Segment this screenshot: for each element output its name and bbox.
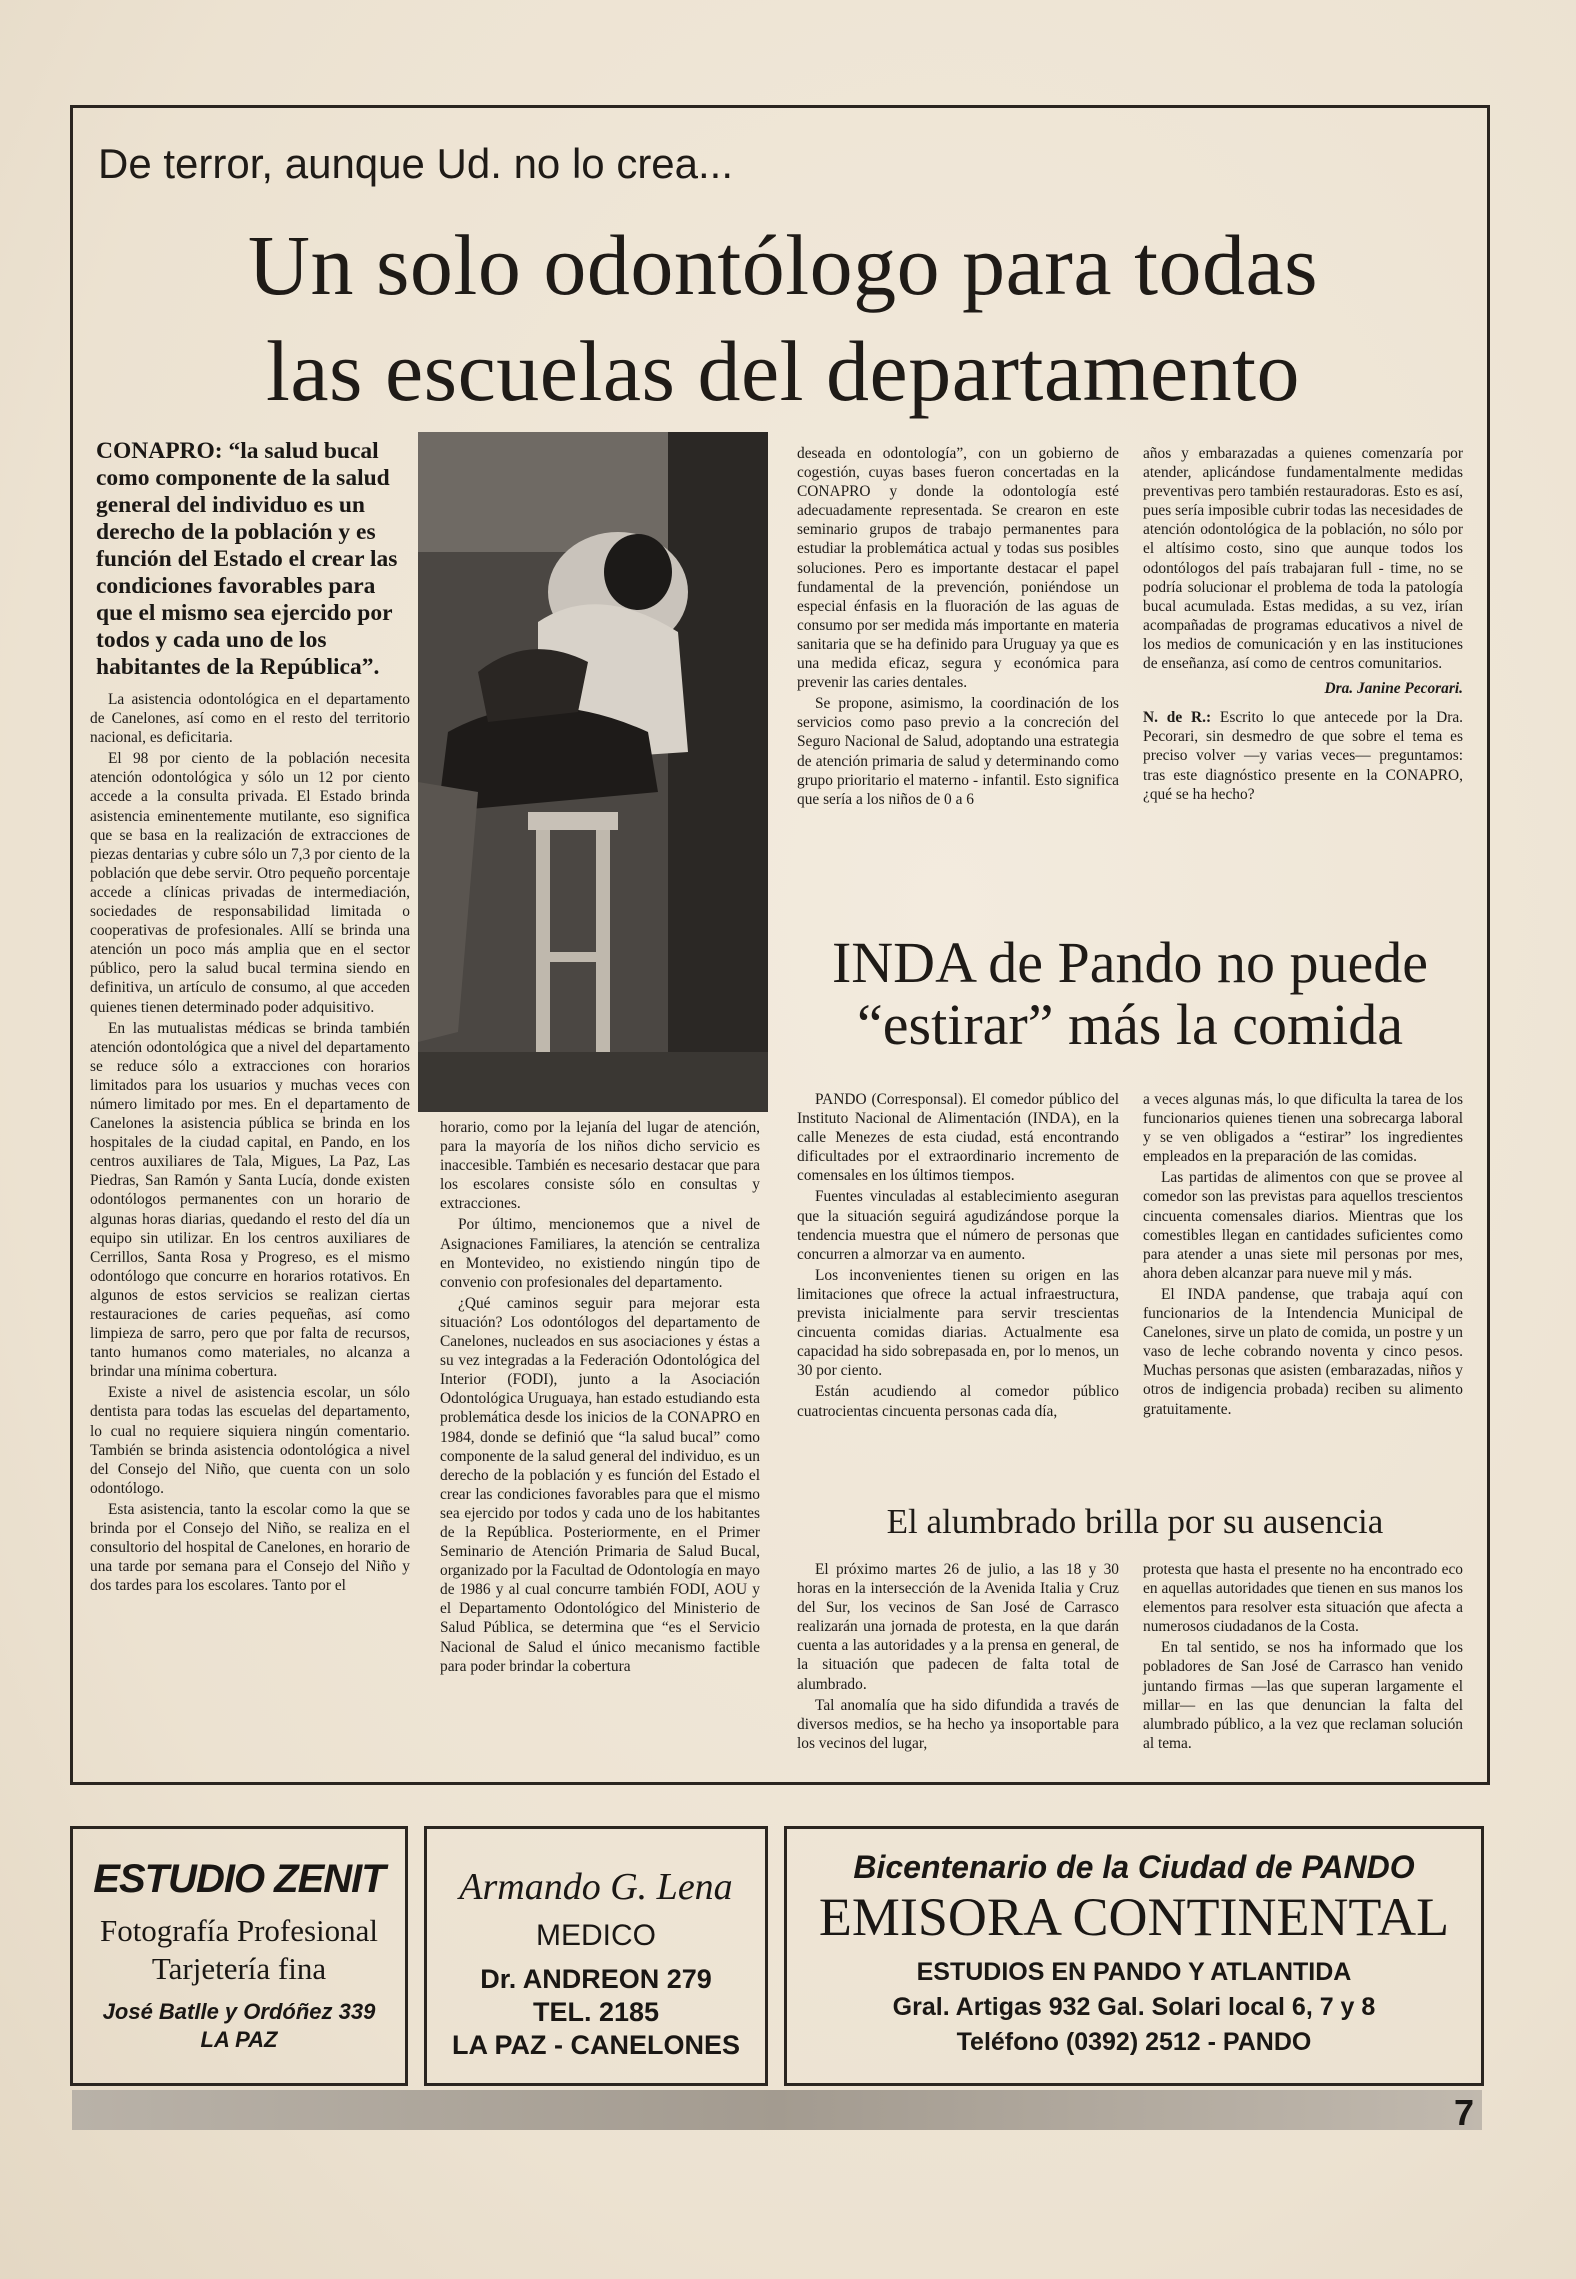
alumbrado-headline: El alumbrado brilla por su ausencia (886, 1502, 1384, 1541)
continental-name: EMISORA CONTINENTAL (818, 1887, 1450, 1947)
paragraph: Los inconvenientes tienen su origen en las limitaciones que ofrece la actual infraestructura, prevista inicialmente para servir trescientas cincuenta comidas diarias. Actualmente esa capacidad ha sido sobrepasada en, por lo menos, un 30 por ciento. (797, 1266, 1119, 1380)
article3-column-2 (1143, 1560, 1463, 1755)
article1-column-3 (797, 444, 1119, 811)
paragraph: Tal anomalía que ha sido difundida a través de diversos medios, se ha hecho ya insoportable para los vecinos del lugar, (797, 1696, 1119, 1752)
zenit-line-1: Fotografía Profesional (99, 1913, 379, 1948)
lena-city: LA PAZ - CANELONES (452, 2030, 740, 2060)
headline-line-1: Un solo odontólogo para todas (247, 217, 1319, 313)
ad-armando-lena (424, 1826, 768, 2086)
editor-note-label: N. de R.: (1143, 709, 1212, 727)
lena-role: MEDICO (536, 1919, 656, 1952)
article3-column-1 (797, 1560, 1119, 1755)
lena-address: Dr. ANDREON 279 (480, 1964, 712, 1994)
zenit-title: ESTUDIO ZENIT (93, 1857, 385, 1901)
paragraph: El INDA pandense, que trabaja aquí con funcionarios de la Intendencia Municipal de Canelones, sirve un plato de comida, un postre y un vaso de leche cobrando noventa y cinco pesos. Muchas personas que asisten (embarazadas, niños y otros de indigencia probada) reciben su alimento gratuitamente. (1143, 1285, 1463, 1418)
article1-column-1 (90, 690, 410, 1597)
lena-phone: TEL. 2185 (532, 1997, 660, 2027)
lena-name: Armando G. Lena (459, 1866, 733, 1908)
paragraph: El próximo martes 26 de julio, a las 18 y 30 horas en la intersección de la Avenida Italia y Cruz del Sur, los vecinos de San José de Carrasco realizarán una jornada de protesta, en la que darán cuenta a las autoridades y a la prensa en general, de la situación que padecen de falta total de alumbrado. (797, 1561, 1119, 1693)
article1-column-2 (440, 1118, 760, 1678)
editor-note-text: Escrito lo que antecede por la Dra. Pecorari, sin desmedro de que sobre el tema es preciso volver —y varias veces— preguntamos: tras este diagnóstico presente en la CONAPRO, ¿qué se ha hecho? (1143, 709, 1463, 803)
paragraph: deseada en odontología”, con un gobierno de cogestión, cuyas bases fueron concertadas en la CONAPRO y donde la odontología esté adecuadamente representada. Se crearon en este seminario grupos de trabajo permanentes para estudiar la problemática actual y todas sus posibles soluciones. Pero es importante destacar el papel fundamental de la prevención, poniéndose un especial énfasis en la fluoración de las aguas de consumo por ser medida más importante en materia sanitaria que se ha definido para Uruguay ya que es una medida eficaz, segura y económica para prevenir las caries dentales. (797, 445, 1119, 692)
paragraph: La asistencia odontológica en el departamento de Canelones, así como en el resto del territorio nacional, es deficitaria. (90, 691, 410, 747)
inda-headline-line-2: “estirar” más la comida (857, 992, 1403, 1057)
continental-phone: Teléfono (0392) 2512 - PANDO (956, 2028, 1312, 2056)
editor-note (1143, 708, 1463, 803)
article2-column-1 (797, 1090, 1119, 1423)
main-headline (98, 212, 1468, 424)
inda-headline-line-1: INDA de Pando no puede (831, 930, 1428, 995)
paragraph: Fuentes vinculadas al establecimiento aseguran que la situación seguirá agudizándose porque la tendencia muestra que el número de personas que concurren a almorzar va en aumento. (797, 1188, 1119, 1263)
paragraph: Están acudiendo al comedor público cuatrocientas cincuenta personas cada día, (797, 1383, 1119, 1420)
paragraph: El 98 por ciento de la población necesita atención odontológica y sólo un 12 por ciento accede a la consulta privada. El Estado brinda asistencia eminentemente mutilante, eso significa que se basa en la realización de extracciones de piezas dentarias y cubre sólo un 7,3 por ciento de la población que debe servir. Otro pequeño porcentaje accede a clínicas privadas de intermediación, sociedades de responsabilidad limitada o cooperativas de profesionales. Allí se brinda una atención un poco más amplia que en el sector público, pero la salud bucal termina siendo en definitiva, un artículo de consumo, al que acceden quienes tienen determinado poder adquisitivo. (90, 750, 410, 1016)
paragraph: En las mutualistas médicas se brinda también atención odontológica que a nivel del departamento se reduce sólo a extracciones con horarios limitados para los usuarios y muchas veces con número limitado por mes. En el departamento de Canelones la asistencia pública se brinda en los hospitales de la ciudad capital, en Pando, en los centros auxiliares de Tala, Migues, La Paz, Las Piedras, San Ramón y Santa Lucía, donde existen odontólogos permanentes con un horario de algunas horas diarias, quedando el resto del día un equipo sin utilizar. En los centros auxiliares de Cerrillos, Santa Rosa y Progreso, es el mismo odontólogo que concurre en horarios rotativos. En algunos de estos servicios se realizan ciertas restauraciones de caries pequeñas, así como limpieza de sarro, pero que por falta de recursos, tanto humanos como materiales, no alcanza a brindar una mínima cobertura. (90, 1019, 410, 1381)
kicker: De terror, aunque Ud. no lo crea... (98, 140, 734, 187)
inda-headline (790, 932, 1470, 1056)
footer-bar (72, 2090, 1482, 2133)
zenit-line-2: Tarjetería fina (151, 1951, 327, 1986)
paragraph: Existe a nivel de asistencia escolar, un sólo dentista para todas las escuelas del departamento, lo cual no requiere siquiera ningún comentario. También se brinda asistencia odontológica a nivel del Consejo del Niño, que cuenta con un solo odontólogo. (90, 1384, 410, 1497)
paragraph: En tal sentido, se nos ha informado que los pobladores de San José de Carrasco han venido juntando firmas —las que superan largamente el millar— en las que denuncian la falta del alumbrado público, a la vez que reclaman solución al tema. (1143, 1639, 1463, 1752)
continental-address: Gral. Artigas 932 Gal. Solari local 6, 7 y 8 (892, 1993, 1376, 2021)
article2-column-2 (1143, 1090, 1463, 1421)
paragraph: Las partidas de alimentos con que se provee al comedor son las previstas para aquellos trescientos cincuenta comensales diarios. Mientras que los comestibles llegan en cantidades suficientes como para atender a unas siete mil personas por mes, ahora deben alcanzar para nueve mil y más. (1143, 1169, 1463, 1282)
headline-line-2: las escuelas del departamento (265, 323, 1301, 419)
paragraph: Esta asistencia, tanto la escolar como la que se brinda por el Consejo del Niño, se realiza en el consultorio del hospital de Canelones, en horario de una tarde por semana para el Consejo del Niño y dos tardes para los escolares. Tanto por el (90, 1500, 410, 1595)
ad-estudio-zenit (70, 1826, 408, 2086)
lead-quote: CONAPRO: “la salud bucal como componente de la salud general del individuo es un derecho de la población y es función del Estado el crear las condiciones favorables para que el mismo sea ejercido por todos y cada uno de los habitantes de la República”. (96, 438, 398, 680)
dentist-photo (418, 432, 768, 1112)
paragraph: a veces algunas más, lo que dificulta la tarea de los funcionarios quienes tienen una sobrecarga laboral y se ven obligados a “estirar” los ingredientes empleados en la preparación de las comidas. (1143, 1091, 1463, 1166)
zenit-city: LA PAZ (200, 2027, 278, 2052)
paragraph: protesta que hasta el presente no ha encontrado eco en aquellas autoridades que tienen en sus manos los elementos para resolver esta situación que afecta a numerosos ciudadanos de la Costa. (1143, 1561, 1463, 1636)
signature: Dra. Janine Pecorari. (1324, 680, 1463, 698)
paragraph: PANDO (Corresponsal). El comedor público del Instituto Nacional de Alimentación (INDA), en la calle Menezes de esta ciudad, está encontrando dificultades por el extraordinario incremento de comensales en los últimos tiempos. (797, 1091, 1119, 1185)
paragraph: horario, como por la lejanía del lugar de atención, para la mayoría de los niños dicho servicio es inaccesible. También es necesario destacar que para los escolares consiste sólo en consultas y extracciones. (440, 1119, 760, 1213)
ad-emisora-continental (784, 1826, 1484, 2086)
paragraph: ¿Qué caminos seguir para mejorar esta situación? Los odontólogos del departamento de Canelones, nucleados en sus asociaciones y éstas a su vez integradas a la Federación Odontológica del Interior (FODI), junto a la Asociación Odontológica Uruguaya, han estado estudiando esta problemática desde los inicios de la CONAPRO en 1984, donde se definió que “la salud bucal” como componente de la salud general del individuo, es un derecho de la población y es función del Estado el crear las condiciones favorables para que el mismo sea ejercido por todos y cada uno de los habitantes de la República. Posteriormente, en el Primer Seminario de Atención Primaria de Salud Bucal, organizado por la Facultad de Odontología en mayo de 1986 y al cual concurre también FODI, AOU y el Departamento Odontológico del Ministerio de Salud Pública, se determina que “es el Servicio Nacional de Salud el único mecanismo factible para poder brindar la cobertura (440, 1294, 760, 1675)
page-number: 7 (1453, 2092, 1474, 2133)
continental-tagline: Bicentenario de la Ciudad de PANDO (853, 1849, 1415, 1885)
paragraph: años y embarazadas a quienes comenzaría por atender, aplicándose fundamentalmente medidas preventivas pero también restauradoras. Esto es así, pues sería imposible cubrir todas las necesidades de atención odontológica de la población, no sólo por el altísimo costo, sino que aunque todos los odontólogos del país trabajaran full - time, no se podría solucionar el problema de toda la patología bucal acumulada. Estas medidas, a su vez, irían acompañadas de programas educativos a nivel de los medios de comunicación y en las instituciones de enseñanza, así como de centros comunitarios. (1143, 445, 1463, 673)
paragraph: Se propone, asimismo, la coordinación de los servicios como paso previo a la concreción del Seguro Nacional de Salud, adoptando una estrategia de atención primaria de salud y determinando como grupo prioritario el materno - infantil. Esto significa que sería a los niños de 0 a 6 (797, 695, 1119, 808)
article1-column-4 (1143, 444, 1463, 806)
paragraph: Por último, mencionemos que a nivel de Asignaciones Familiares, la atención se centraliza en Montevideo, no existiendo ningún tipo de convenio con profesionales del departamento. (440, 1216, 760, 1291)
zenit-address: José Batlle y Ordóñez 339 (102, 1999, 376, 2024)
continental-studios: ESTUDIOS EN PANDO Y ATLANTIDA (916, 1958, 1352, 1986)
